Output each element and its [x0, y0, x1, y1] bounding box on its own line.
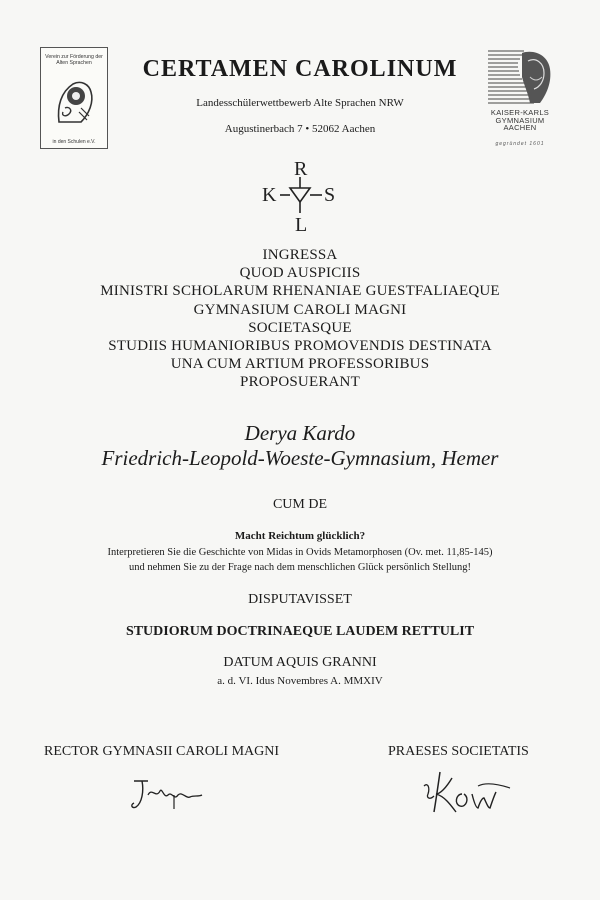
- school-logo-line2: GYMNASIUM: [495, 115, 545, 125]
- praeses-signature: [418, 768, 518, 818]
- school-logo-line3: AACHEN: [503, 123, 537, 132]
- monogram-right-letter: S: [324, 184, 336, 206]
- cum-de-text: CUM DE: [272, 497, 328, 512]
- essay-topic-description: [0, 545, 600, 575]
- school-founded-text: gegründet 1601: [495, 141, 545, 147]
- ingressa-line: GYMNASIUM CAROLI MAGNI: [193, 301, 407, 318]
- ingressa-line: PROPOSUERANT: [240, 374, 360, 391]
- certificate-title: CERTAMEN CAROLINUM: [142, 56, 458, 82]
- association-logo-top-text: Verein zur Förderung der Alten Sprachen: [45, 54, 103, 66]
- school-logo-text: [484, 109, 556, 132]
- recipient-name: Derya Kardo: [244, 421, 356, 445]
- disputavisset-text: DISPUTAVISSET: [248, 592, 352, 607]
- datum-place: DATUM AQUIS GRANNI: [223, 655, 377, 670]
- charlemagne-portrait-icon: [484, 47, 556, 107]
- ingressa-line: INGRESSA: [262, 247, 338, 263]
- ingressa-line: UNA CUM ARTIUM PROFESSORIBUS: [170, 356, 430, 373]
- recipient-school: Friedrich-Leopold-Woeste-Gymnasium, Hemer: [101, 446, 499, 470]
- ingressa-line: SOCIETASQUE: [248, 319, 352, 336]
- school-logo: [484, 47, 556, 152]
- rector-signature: [128, 773, 208, 813]
- monogram-top-letter: R: [294, 158, 308, 180]
- monogram-bottom-letter: L: [295, 214, 308, 235]
- ingressa-line: STUDIIS HUMANIORIBUS PROMOVENDIS DESTINATA: [108, 338, 492, 355]
- monogram-left-letter: K: [262, 184, 277, 206]
- praeses-label: PRAESES SOCIETATIS: [388, 744, 529, 759]
- essay-topic-line2: und nehmen Sie zu der Frage nach dem menschlichen Glück persönlich Stellung!: [128, 562, 472, 573]
- award-date: a. d. VI. Idus Novembres A. MMXIV: [217, 675, 383, 687]
- ingressa-text: [0, 246, 600, 392]
- essay-topic-title: Macht Reichtum glücklich?: [234, 530, 366, 542]
- essay-topic-line1: Interpretieren Sie die Geschichte von Midas in Ovids Metamorphosen (Ov. met. 11,85-145): [107, 547, 493, 558]
- competition-subtitle: Landesschülerwettbewerb Alte Sprachen NRW: [196, 97, 404, 109]
- karolus-monogram-icon: [250, 155, 350, 235]
- rector-label: RECTOR GYMNASII CAROLI MAGNI: [44, 744, 280, 759]
- ingressa-line: MINISTRI SCHOLARUM RHENANIAE GUESTFALIAEQUE: [100, 283, 500, 300]
- ingressa-line: QUOD AUSPICIIS: [239, 265, 361, 282]
- school-logo-line1: KAISER-KARLS: [490, 108, 550, 117]
- award-statement: STUDIORUM DOCTRINAEQUE LAUDEM RETTULIT: [125, 624, 475, 639]
- association-logo-bottom-text: in den Schulen e.V.: [52, 139, 96, 145]
- address-line: Augustinerbach 7 • 52062 Aachen: [224, 123, 376, 135]
